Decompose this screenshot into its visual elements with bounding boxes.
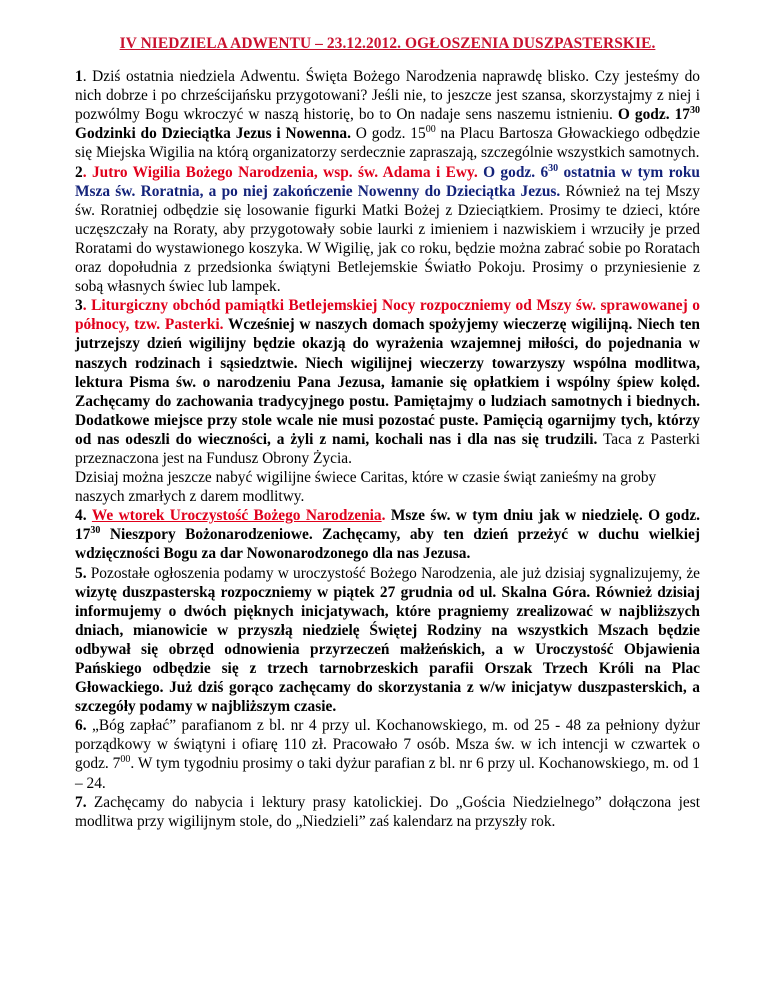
text: . Dziś ostatnia niedziela Adwentu. Święta Bożego Narodzenia naprawdę blisko. Czy jesteśmy do nich dobrze i po chrześcijańsku przygotowani? Jeśli nie, to jeszcze jest szansa, skorzystajmy z niej i pozwólmy Bogu wkroczyć w naszą historię, bo to On nadaje sens naszemu istnieniu. bbox=[75, 68, 700, 124]
announcement-1 bbox=[75, 67, 700, 162]
red-text: We wtorek Uroczystość Bożego Narodzenia bbox=[91, 507, 382, 525]
bold-text: O godz. 17 bbox=[617, 106, 691, 124]
item-number: 6. bbox=[75, 717, 87, 735]
announcements-page bbox=[75, 34, 700, 831]
text: Zachęcamy do nabycia i lektury prasy katolickiej. Do „Gościa Niedzielnego” dołączona jest modlitwa przy wigilijnym stole, do „Niedzieli” zaś kalendarz na przyszły rok. bbox=[75, 793, 700, 830]
announcement-3 bbox=[75, 296, 700, 468]
item-number: 4. bbox=[75, 507, 87, 525]
item-number: 5. bbox=[75, 564, 87, 582]
page-title: IV NIEDZIELA ADWENTU – 23.12.2012. OGŁOSZENIA DUSZPASTERSKIE. bbox=[119, 35, 656, 52]
bold-text: Msze św. w tym dniu jak w niedzielę. O godz. 17 bbox=[75, 507, 700, 544]
announcement-4 bbox=[75, 506, 700, 563]
item-number: 1 bbox=[75, 68, 83, 86]
item-number: 2 bbox=[75, 163, 83, 181]
time-sup: 30 bbox=[90, 525, 101, 537]
item-number: 3 bbox=[75, 297, 83, 315]
time-sup: 30 bbox=[548, 162, 559, 174]
text: „Bóg zapłać” parafianom z bl. nr 4 przy ul. Kochanowskiego, m. od 25 - 48 za pełniony dyżur porządkowy w świątyni i ofiarę 110 zł. Pracowało 7 osób. Msza św. w ich intencji w czwartek o godz. 7 bbox=[75, 717, 700, 773]
bold-text: Wcześniej w naszych domach spożyjemy wieczerzę wigilijną. Niech ten jutrzejszy dzień wigilijny będzie okazją do wyrażenia wzajemnej miłości, do pojednania w naszych rodzinach i sąsiedztwie. Niech wigilijnej wieczerzy towarzyszy wspólna modlitwa, lektura Pisma św. o narodzeniu Pana Jezusa, łamanie się opłatkiem i wspólny śpiew kolęd. Zachęcamy do zachowania tradycyjnego postu. Pamiętajmy o ludziach samotnych i biednych. Dodatkowe miejsce przy stole wcale nie musi pozostać puste. Pamięcią ogarnijmy tych, którzy od nas odeszli do wieczności, a żyli z nami, kochali nas i dla nas się trudzili. bbox=[75, 316, 700, 448]
item-number: 7. bbox=[75, 793, 87, 811]
announcement-7 bbox=[75, 793, 700, 831]
announcement-2 bbox=[75, 163, 700, 297]
bold-text: Godzinki do Dzieciątka Jezus i Nowenna. bbox=[75, 125, 351, 143]
announcement-6 bbox=[75, 716, 700, 792]
red-text: . bbox=[381, 507, 386, 525]
text: Pozostałe ogłoszenia podamy w uroczystość Bożego Narodzenia, ale już dzisiaj sygnalizujemy, że bbox=[86, 564, 700, 582]
red-text: . Jutro Wigilia Bożego Narodzenia, wsp. św. Adama i Ewy. bbox=[82, 163, 478, 181]
time-sup: 30 bbox=[690, 105, 701, 117]
bold-text: Nieszpory Bożonarodzeniowe. Zachęcamy, aby ten dzień przeżyć w duchu wielkiej wdzięczności Bogu za dar Nowonarodzonego dla nas Jezusa. bbox=[75, 526, 700, 563]
announcement-3-note: Dzisiaj można jeszcze nabyć wigilijne świece Caritas, które w czasie świąt zanieśmy na groby naszych zmarłych z darem modlitwy. bbox=[75, 469, 657, 506]
time-sup: 00 bbox=[120, 754, 131, 766]
text: na Placu Bartosza Głowackiego odbędzie się Miejska Wigilia na którą organizatorzy serdecznie zapraszają, szczególnie wszystkich samotnych. bbox=[75, 125, 700, 162]
text: O godz. 15 bbox=[350, 125, 426, 143]
time-sup: 00 bbox=[425, 124, 436, 136]
red-text: . Liturgiczny obchód pamiątki Betlejemskiej Nocy rozpoczniemy od Mszy św. sprawowanej o północy, tzw. Pasterki. bbox=[75, 297, 700, 334]
text: . W tym tygodniu prosimy o taki dyżur parafian z bl. nr 6 przy ul. Kochanowskiego, m. od 1 – 24. bbox=[75, 755, 701, 792]
text: Również na tej Mszy św. Roratniej odbędzie się losowanie figurki Matki Bożej z Dzieciątkiem. Prosimy te dzieci, które uczęszczały na Roraty, aby przygotowały sobie laurki z imieniem i nazwiskiem i wrzuciły je przed Roratami do wystawionego koszyka. W Wigilię, jak co roku, będzie można zabrać sobie po Roratach oraz dopołudnia z przedsionka świątyni Betlejemskie Światło Pokoju. Prosimy o przyniesienie z sobą własnych świec lub lampek. bbox=[75, 182, 700, 296]
text: Taca z Pasterki przeznaczona jest na Fundusz Obrony Życia. bbox=[75, 430, 700, 467]
navy-text: O godz. 6 bbox=[477, 163, 549, 181]
navy-text: ostatnia w tym roku Msza św. Roratnia, a po niej zakończenie Nowenny do Dzieciątka Jezus. bbox=[75, 163, 700, 200]
bold-text: wizytę duszpasterską rozpoczniemy w piątek 27 grudnia od ul. Skalna Góra. Również dzisiaj informujemy o dwóch pięknych inicjatywach, które pragniemy zrealizować w najbliższych dniach, mianowicie w przyszłą niedzielę Świętej Rodziny na wszystkich Mszach będzie odbywał się obrzęd odnowienia przyrzeczeń małżeńskich, a w Uroczystość Objawienia Pańskiego odbędzie się z trzech tarnobrzeskich parafii Orszak Trzech Króli na Plac Głowackiego. Już dziś gorąco zachęcamy do skorzystania z w/w inicjatyw duszpasterskich, a szczegóły podamy w najbliższym czasie. bbox=[75, 583, 700, 716]
announcement-5 bbox=[75, 564, 700, 717]
